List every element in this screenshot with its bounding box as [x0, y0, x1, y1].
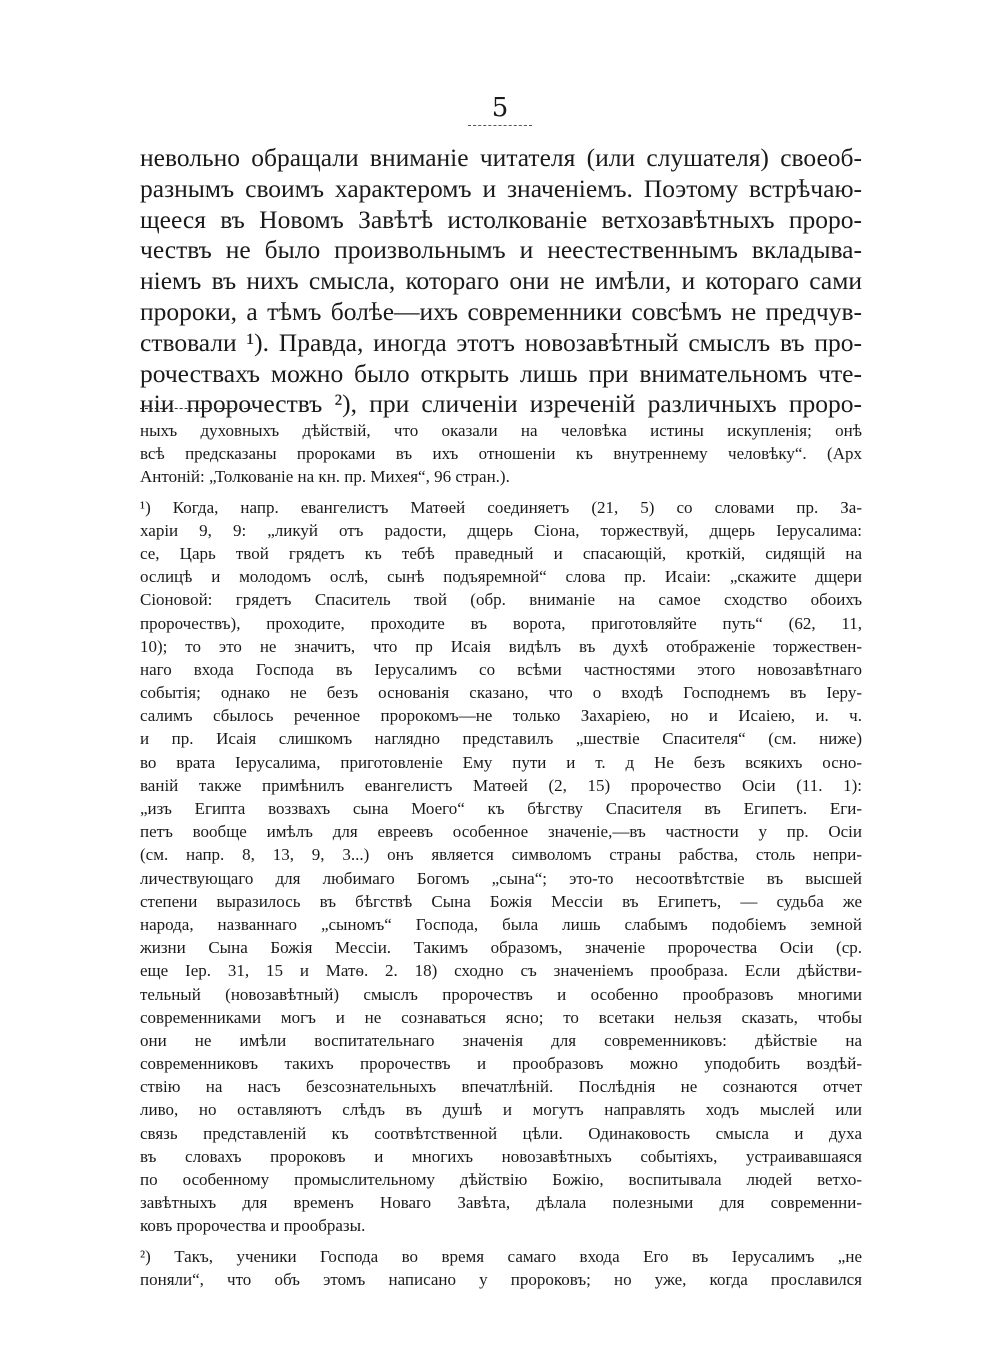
footnote-1-line: ослицѣ и молодомъ ослѣ, сынѣ подъяремной“ слова пр. Исаіи: „скажите дщери [140, 567, 862, 587]
footnote-1-line: ¹) Когда, напр. евангелистъ Матѳей соединяетъ (21, 5) со словами пр. За- [140, 497, 862, 517]
footnote-1-line: Сіоновой: грядетъ Спаситель твой (обр. вниманіе на самое сходство обоихъ [140, 590, 862, 610]
footnote-1-line: 10); то это не значитъ, что пр Исаія видѣлъ въ духѣ отображеніе торжествен- [140, 636, 862, 656]
footnote-1-line: петъ вообще имѣлъ для евреевъ особенное значеніе,—въ частности у пр. Осіи [140, 822, 862, 842]
main-text-line: пророки, а тѣмъ болѣе—ихъ современники совсѣмъ не предчув- [140, 296, 862, 326]
footnote-1-line: ливо, но оставляютъ слѣдъ въ душѣ и могутъ направлять ходъ мыслей или [140, 1100, 862, 1120]
footnote-2-line: поняли“, что объ этомъ написано у пророковъ; но уже, когда прославился [140, 1269, 862, 1289]
footnote-1-line: современниковъ такихъ пророчествъ и прообразовъ можно уподобить воздѣй- [140, 1054, 862, 1074]
footnote-1-line: наго входа Господа въ Іерусалимъ со всѣми частностями этого новозавѣтнаго [140, 659, 862, 679]
footnote-1-line: въ словахъ пророковъ и многихъ новозавѣтныхъ событіяхъ, устраивавшаяся [140, 1146, 862, 1166]
main-text-line: рочествахъ можно было открыть лишь при внимательномъ чте- [140, 358, 862, 388]
footnote-1-line: „изъ Египта воззвахъ сына Моего“ къ бѣгству Спасителя въ Египетъ. Еги- [140, 799, 862, 818]
main-text-line: ствовали ¹). Правда, иногда этотъ новозавѣтный смыслъ въ про- [140, 327, 862, 357]
footnote-continuation-line: ныхъ духовныхъ дѣйствій, что оказали на человѣка истины искупленія; онѣ [140, 421, 862, 440]
main-text-line: ніи пророчествъ ²), при сличеніи изреченій различныхъ проро- [140, 389, 862, 419]
page-number-rule [468, 125, 532, 126]
footnote-1-line: жизни Сына Божія Мессіи. Такимъ образомъ, значеніе пророчества Осіи (ср. [140, 938, 862, 958]
footnote-1-line: ковъ пророчества и прообразы. [140, 1216, 366, 1236]
footnote-separator [140, 408, 252, 409]
footnote-1-line: личествующаго для любимаго Богомъ „сына“; это-то несоотвѣтствіе въ высшей [140, 868, 862, 888]
footnote-1-line: степени выразилось въ бѣгствѣ Сына Божія Мессіи въ Египетъ, — судьба же [140, 891, 862, 911]
footnote-1-line: они не имѣли воспитательнаго значенія для современниковъ: дѣйствіе на [140, 1030, 862, 1050]
main-text-line: щееся въ Новомъ Завѣтѣ истолкованіе ветхозавѣтныхъ проро- [140, 204, 862, 234]
page-number: 5 [491, 93, 509, 123]
footnote-1-line: во врата Іерусалима, приготовленіе Ему пути и т. д Не безъ всякихъ осно- [140, 752, 862, 772]
footnote-1-line: народа, названнаго „сыномъ“ Господа, была лишь слабымъ подобіемъ земной [140, 914, 862, 934]
footnote-continuation-line: Антоній: „Толкованіе на кн. пр. Михея“, 96 стран.). [140, 467, 510, 487]
main-text [140, 143, 862, 420]
footnotes [140, 419, 862, 1291]
footnote-1-line: харіи 9, 9: „ликуй отъ радости, дщерь Сіона, торжествуй, дщерь Іерусалима: [140, 520, 862, 540]
footnote-1-line: и пр. Исаія слишкомъ наглядно представилъ „шествіе Спасителя“ (см. ниже) [140, 729, 862, 749]
footnote-continuation-line: всѣ предсказаны пророками въ ихъ отношеніи къ внутреннему человѣку“. (Арх [140, 444, 862, 464]
main-text-line: невольно обращали вниманіе читателя (или слушателя) своеоб- [140, 143, 862, 172]
footnote-1-line: пророчествъ), проходите, проходите въ ворота, приготовляйте путь“ (62, 11, [140, 613, 862, 633]
footnote-1-line: завѣтныхъ для временъ Новаго Завѣта, дѣлала полезными для современни- [140, 1193, 862, 1213]
footnote-1-line: (см. напр. 8, 13, 9, 3...) онъ является символомъ страны рабства, столь непри- [140, 845, 862, 865]
main-text-line: разнымъ своимъ характеромъ и значеніемъ. Поэтому встрѣчаю- [140, 173, 862, 203]
footnote-2-line: ²) Такъ, ученики Господа во время самаго входа Его въ Іерусалимъ „не [140, 1246, 862, 1266]
main-text-line: ніемъ въ нихъ смысла, котораго они не имѣли, и котораго сами [140, 266, 862, 296]
footnote-1-line: ствію на насъ безсознательныхъ впечатлѣній. Послѣднія не сознаются отчет [140, 1077, 862, 1097]
footnote-1-line: связь представленій къ соотвѣтственной цѣли. Одинаковость смысла и духа [140, 1123, 862, 1143]
footnote-1-line: салимъ сбылось реченное пророкомъ—не только Захаріею, но и Исаіею, и. ч. [140, 706, 862, 726]
footnote-1-line: еще Іер. 31, 15 и Матѳ. 2. 18) сходно съ значеніемъ прообраза. Если дѣйстви- [140, 961, 862, 981]
footnote-1-line: се, Царь твой грядетъ къ тебѣ праведный и спасающій, кроткій, сидящій на [140, 543, 862, 563]
footnote-1-line: тельный (новозавѣтный) смыслъ пророчествъ и особенно прообразовъ многими [140, 984, 862, 1004]
footnote-1-line: современниками могъ и не сознаваться ясно; то всетаки нельзя сказать, чтобы [140, 1007, 862, 1027]
footnote-1-line: по особенному промыслительному дѣйствію Божію, воспитывала людей ветхо- [140, 1170, 862, 1189]
footnote-1-line: ваній также примѣнилъ евангелистъ Матѳей (2, 15) пророчество Осіи (11. 1): [140, 775, 862, 795]
main-text-line: чествъ не было произвольнымъ и неестественнымъ вкладыва- [140, 235, 862, 265]
footnote-1-line: событія; однако не безъ основанія сказано, что о входѣ Господнемъ въ Іеру- [140, 683, 862, 703]
